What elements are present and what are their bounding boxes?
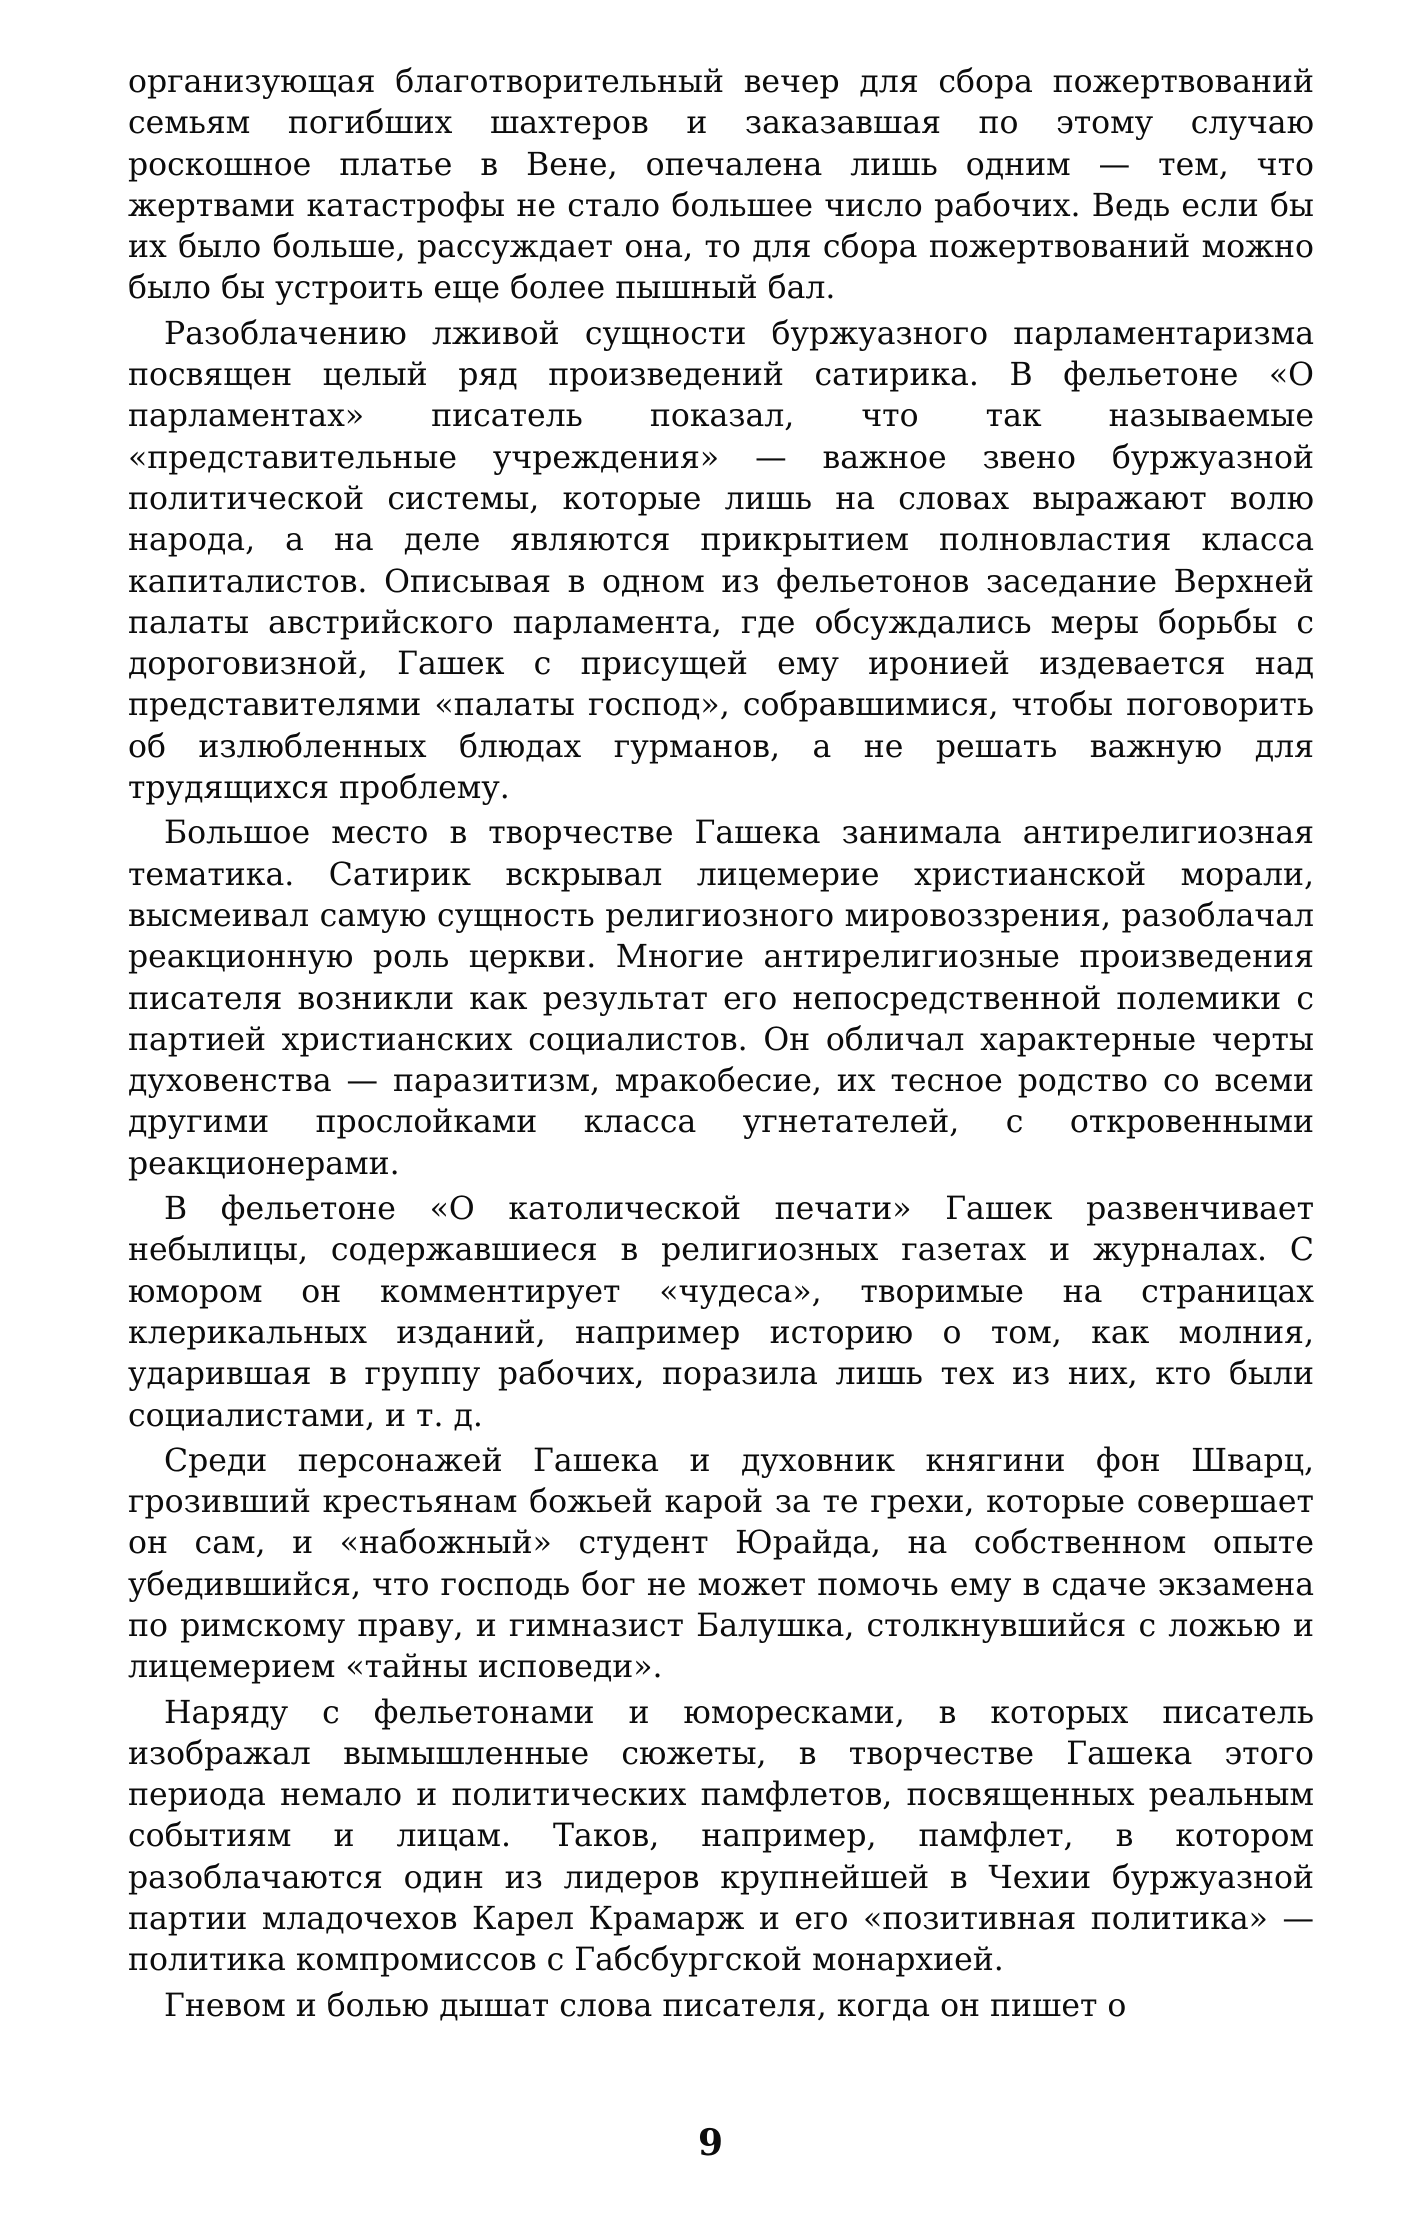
paragraph-6: Наряду с фельетонами и юморесками, в которых писатель изображал вымышленные сюжеты, в творчестве Гашека этого периода немало и политических памфлетов, посвященных реальным событиям и лицам. Таков, например, памфлет, в котором разоблачаются один из лидеров крупнейшей в Чехии буржуазной партии младочехов Карел Крамарж и его «позитивная политика» — политика компромиссов с Габсбургской монархией. [128, 1694, 1314, 1979]
page-number: 9 [697, 2122, 724, 2164]
paragraph-7: Гневом и болью дышат слова писателя, когда он пишет о [164, 1987, 1127, 2024]
page-body [128, 62, 1314, 2031]
paragraph-1: организующая благотворительный вечер для сбора пожертвований семьям погибших шахтеров и заказавшая по этому случаю роскошное платье в Вене, опечалена лишь одним — тем, что жертвами катастрофы не стало большее число рабочих. Ведь если бы их было больше, рассуждает она, то для сбора пожертвований можно было бы устроить еще более пышный бал. [128, 64, 1314, 307]
paragraph-5: Среди персонажей Гашека и духовник княгини фон Шварц, грозивший крестьянам божьей карой за те грехи, которые совершает он сам, и «набожный» студент Юрайда, на собственном опыте убедившийся, что господь бог не может помочь ему в сдаче экзамена по римскому праву, и гимназист Балушка, столкнувшийся с ложью и лицемерием «тайны исповеди». [128, 1442, 1314, 1686]
paragraph-3: Большое место в творчестве Гашека занимала антирелигиозная тематика. Сатирик вскрывал лицемерие христианской морали, высмеивал самую сущность религиозного мировоззрения, разоблачал реакционную роль церкви. Многие антирелигиозные произведения писателя возникли как результат его непосредственной полемики с партией христианских социалистов. Он обличал характерные черты духовенства — паразитизм, мракобесие, их тесное родство со всеми другими прослойками класса угнетателей, с откровенными реакционерами. [128, 815, 1314, 1182]
paragraph-2: Разоблачению лживой сущности буржуазного парламентаризма посвящен целый ряд произведений сатирика. В фельетоне «О парламентах» писатель показал, что так называемые «представительные учреждения» — важное звено буржуазной политической системы, которые лишь на словах выражают волю народа, а на деле являются прикрытием полновластия класса капиталистов. Описывая в одном из фельетонов заседание Верхней палаты австрийского парламента, где обсуждались меры борьбы с дороговизной, Гашек с присущей ему иронией издевается над представителями «палаты господ», собравшимися, чтобы поговорить об излюбленных блюдах гурманов, а не решать важную для трудящихся проблему. [128, 315, 1314, 807]
paragraph-4: В фельетоне «О католической печати» Гашек развенчивает небылицы, содержавшиеся в религиозных газетах и журналах. С юмором он комментирует «чудеса», творимые на страницах клерикальных изданий, например историю о том, как молния, ударившая в группу рабочих, поразила лишь тех из них, кто были социалистами, и т. д. [128, 1191, 1314, 1434]
